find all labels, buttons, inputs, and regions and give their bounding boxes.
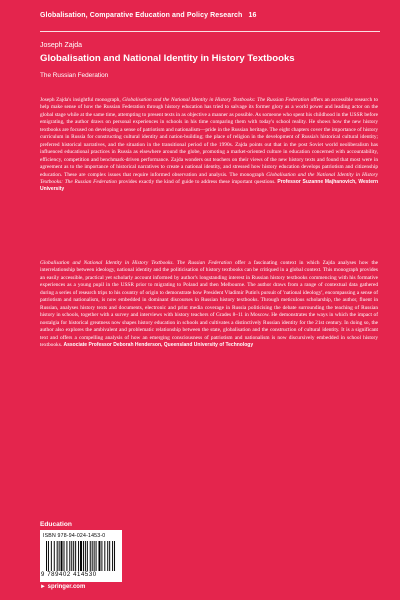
blurb-paragraph-2 (40, 260, 378, 349)
barcode-bar (109, 541, 110, 571)
blurb-1-lead: Joseph Zajda's insightful monograph, (40, 97, 123, 103)
barcode-bar (94, 541, 95, 571)
barcode-bar (112, 541, 113, 571)
barcode-bar (64, 541, 65, 571)
barcode-bar (78, 541, 79, 571)
barcode-bar (114, 541, 115, 571)
barcode-bar (87, 541, 88, 571)
barcode-bar (96, 541, 97, 571)
barcode-bar (54, 541, 55, 571)
barcode-bar (90, 541, 91, 571)
author-name: Joseph Zajda (40, 42, 83, 49)
barcode-bar (59, 541, 60, 571)
barcode-bar (85, 541, 86, 571)
book-title: Globalisation and National Identity in History Textbooks (40, 53, 295, 64)
blurb-paragraph-1 (40, 97, 378, 194)
blurb-2-body: offer a fascinating context in which Zajda analyses how the interrelationship between ideology, national identity and the politicisation of history textbooks can be critiqued in a global context. This monograph provides an easily accessible, practical yet scholarly account informed by author's longstanding interest in Russian history textbooks commencing with his formative experiences as a young pupil in the USSR prior to migrating to Poland and then Melbourne. The author draws from a range of contextual data gathered during a series of research trips to his country of origin to demonstrate how President Vladimir Putin's pursuit of 'national ideology', encompassing a sense of patriotism and nationalism, is now embedded in dominant discourses in Russian history textbooks. Through meticulous scholarship, the author, fluent in Russian, analyses history texts and documents, electronic and print media coverage in Russia politicising the debate surrounding the teaching of Russian history in schools, together with a survey and interviews with history teachers of Grades 8–11 in Moscow. He demonstrates the ways in which the impact of nostalgia for historical greatness now shapes history education in schools and cultivates a distinctively Russian identity for the 21st century. In doing so, the author also explores the ambivalent and problematic relationship between the state, globalisation and the construction of cultural identity. It is a significant text and offers a compelling analysis of how an emerging consciousness of patriotism and nationalism is now discursively embedded in school history textbooks. (40, 260, 379, 348)
blurb-2-attribution: Associate Professor Deborah Henderson, Queensland University of Technology (63, 341, 254, 348)
blurb-1-attribution: Professor Suzanne Majhanovich, Western University (40, 178, 378, 193)
barcode-digits: 9 789402 414530 (41, 572, 97, 578)
barcode-bar (51, 541, 52, 571)
barcode-bar (92, 541, 93, 571)
publisher-url[interactable] (40, 584, 85, 590)
blurb-1-body: offers an accessible research to help make sense of how the Russian Federation through history education has tried to salvage its former glory as a world power and leading actor on the global stage while at the same time, attempting to present texts in as objective a manner as possible. As someone who spent his childhood in the USSR before emigrating, the author draws on personal experiences in schools in his time comparing them with today's school reality. He shows how the new history textbooks are focused on developing a sense of patriotism and nationalism—pride in the Russian heritage. The eight chapters cover the importance of history curriculum in Russia for constructing cultural identity and nation-building; the place of religion in the development of Russia's historical cultural identity; preferred historical narratives, and the situation in the transitional period of the 1990s. Zajda points out that in the post Soviet world neoliberalism has influenced educational practices in Russia as elsewhere around the globe, promoting a market-oriented culture in education concerned with accountability, efficiency, competition and benchmark-driven performance. Zajda wonders out teachers on their views of the new history texts and found that most were in agreement as to the importance of historical narratives to create a national identity, and stressed how history education develops patriotism and citizenship education. These are complex issues that require informed observation and analysis. The monograph (40, 97, 379, 178)
barcode-bar (71, 541, 72, 571)
barcode-bar (61, 541, 63, 571)
series-name: Globalisation, Comparative Education and Policy Research (40, 12, 243, 19)
barcode-bar (107, 541, 108, 571)
series-volume: 16 (248, 12, 257, 19)
series-title (40, 12, 380, 19)
blurb-1-book-title-2: Globalisation and the National Identity in History Textbooks: The Russian Federation (40, 171, 379, 185)
barcode-bar (46, 541, 47, 571)
barcode-bar (48, 541, 49, 571)
subject-category: Education (40, 521, 72, 528)
barcode-bar (57, 541, 58, 571)
url-arrow-icon: ► (40, 584, 46, 590)
barcode-bar (83, 541, 84, 571)
blurb-2-book-title: Globalisation and National Identity in History Textbooks. The Russian Federation (40, 260, 232, 266)
barcode-bar (80, 541, 82, 571)
barcode-bar (69, 541, 70, 571)
barcode-bar (73, 541, 74, 571)
url-text: springer.com (47, 584, 86, 590)
barcode-bar (101, 541, 102, 571)
isbn-label: ISBN 978-94-024-1453-0 (43, 533, 106, 539)
barcode-bars (46, 541, 116, 571)
header-rule (40, 31, 380, 32)
blurb-1-book-title: Globalisation and the National Identity in History Textbooks: The Russian Federation (122, 97, 310, 103)
barcode-bar (75, 541, 76, 571)
barcode-bar (66, 541, 67, 571)
isbn-barcode (40, 530, 122, 582)
barcode-bar (104, 541, 105, 571)
book-subtitle: The Russian Federation (40, 72, 109, 79)
barcode-bar (99, 541, 101, 571)
blurb-1-tail: provides exactly the kind of guide to address these important questions. (116, 178, 276, 185)
